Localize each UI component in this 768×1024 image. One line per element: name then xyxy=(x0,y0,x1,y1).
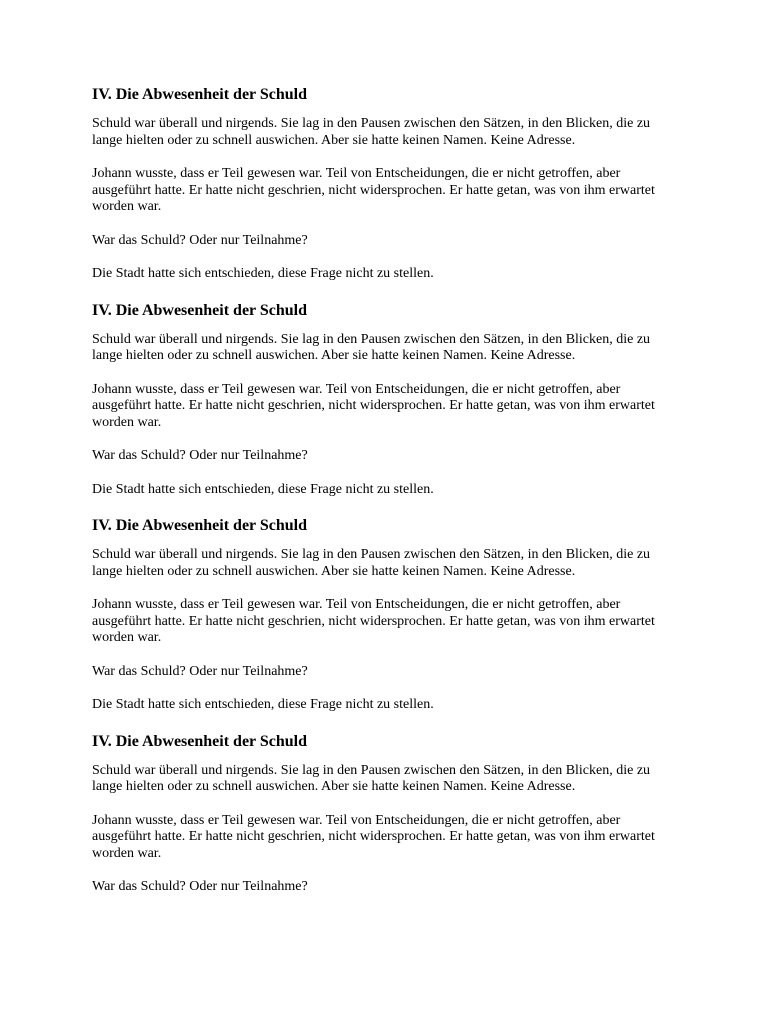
paragraph: War das Schuld? Oder nur Teilnahme? xyxy=(92,879,308,894)
paragraph: Schuld war überall und nirgends. Sie lag in den Pausen zwischen den Sätzen, in den Blicken, die zu lange hielten oder zu schnell auswichen. Aber sie hatte keinen Namen. Keine Adresse. xyxy=(92,547,651,579)
paragraph: Schuld war überall und nirgends. Sie lag in den Pausen zwischen den Sätzen, in den Blicken, die zu lange hielten oder zu schnell auswichen. Aber sie hatte keinen Namen. Keine Adresse. xyxy=(92,331,651,363)
paragraph: Die Stadt hatte sich entschieden, diese Frage nicht zu stellen. xyxy=(92,697,434,712)
paragraph: War das Schuld? Oder nur Teilnahme? xyxy=(92,663,308,679)
paragraph: Schuld war überall und nirgends. Sie lag in den Pausen zwischen den Sätzen, in den Blicken, die zu lange hielten oder zu schnell auswichen. Aber sie hatte keinen Namen. Keine Adresse. xyxy=(92,762,651,794)
paragraph: War das Schuld? Oder nur Teilnahme? xyxy=(92,232,308,248)
section-heading: IV. Die Abwesenheit der Schuld xyxy=(92,301,307,319)
document-page xyxy=(92,84,682,896)
paragraph: Johann wusste, dass er Teil gewesen war. Teil von Entscheidungen, die er nicht getroffen, aber ausgeführt hatte. Er hatte nicht geschrien, nicht widersprochen. Er hatte getan, was von ihm erwartet worden war. xyxy=(92,812,655,861)
section-heading: IV. Die Abwesenheit der Schuld xyxy=(92,86,307,103)
chapter-section xyxy=(92,84,682,283)
chapter-section xyxy=(92,515,682,714)
paragraph: Johann wusste, dass er Teil gewesen war. Teil von Entscheidungen, die er nicht getroffen, aber ausgeführt hatte. Er hatte nicht geschrien, nicht widersprochen. Er hatte getan, was von ihm erwartet worden war. xyxy=(92,381,655,430)
paragraph: Die Stadt hatte sich entschieden, diese Frage nicht zu stellen. xyxy=(92,481,434,497)
paragraph: Johann wusste, dass er Teil gewesen war. Teil von Entscheidungen, die er nicht getroffen, aber ausgeführt hatte. Er hatte nicht geschrien, nicht widersprochen. Er hatte getan, was von ihm erwartet worden war. xyxy=(92,166,655,214)
section-heading: IV. Die Abwesenheit der Schuld xyxy=(92,517,307,534)
paragraph: Schuld war überall und nirgends. Sie lag in den Pausen zwischen den Sätzen, in den Blicken, die zu lange hielten oder zu schnell auswichen. Aber sie hatte keinen Namen. Keine Adresse. xyxy=(92,116,651,148)
paragraph: War das Schuld? Oder nur Teilnahme? xyxy=(92,448,308,463)
chapter-section xyxy=(92,300,682,499)
chapter-section xyxy=(92,731,682,896)
paragraph: Die Stadt hatte sich entschieden, diese Frage nicht zu stellen. xyxy=(92,266,434,281)
paragraph: Johann wusste, dass er Teil gewesen war. Teil von Entscheidungen, die er nicht getroffen, aber ausgeführt hatte. Er hatte nicht geschrien, nicht widersprochen. Er hatte getan, was von ihm erwartet worden war. xyxy=(92,597,655,645)
section-heading: IV. Die Abwesenheit der Schuld xyxy=(92,732,307,750)
